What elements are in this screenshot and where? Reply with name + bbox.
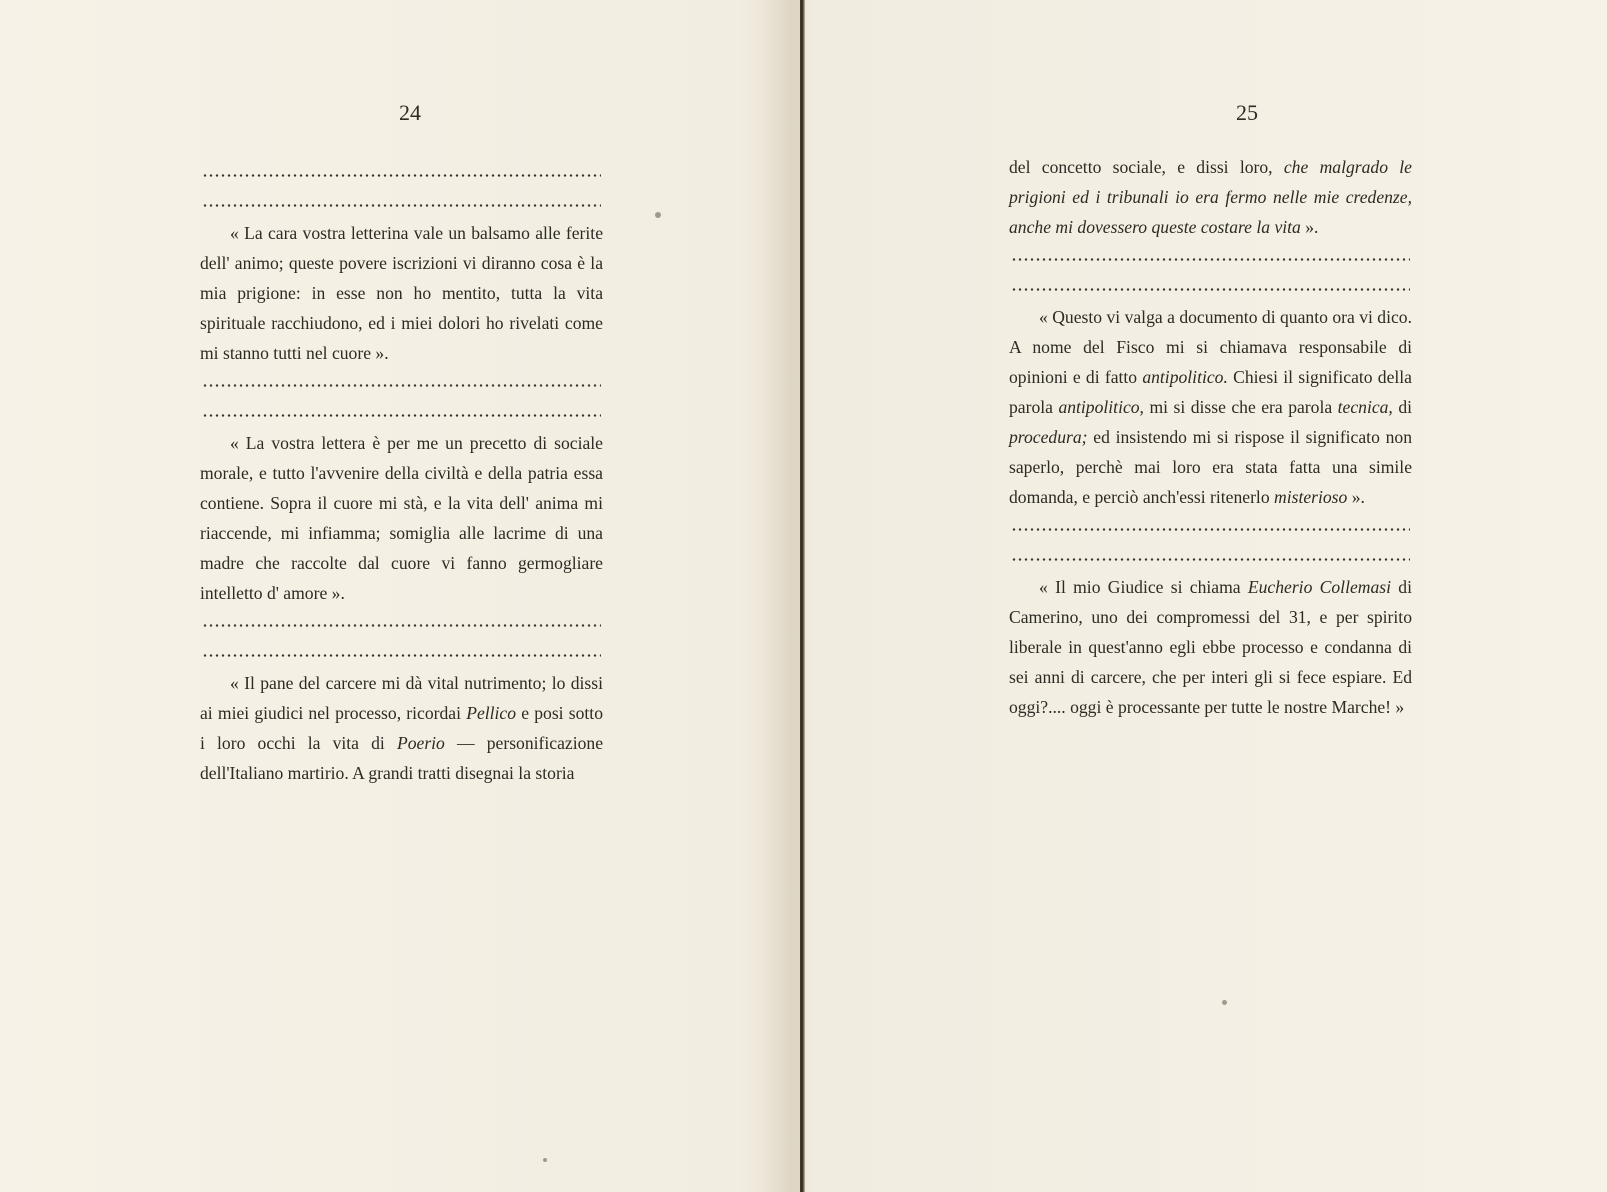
dotted-separator — [200, 188, 603, 218]
body-text: ». — [1347, 487, 1365, 507]
paper-speck — [655, 212, 661, 218]
italic-text: Poerio — [396, 733, 445, 753]
page-number: 24 — [399, 100, 421, 125]
text-column — [1009, 152, 1412, 722]
dotted-separator — [200, 158, 603, 188]
italic-text: procedura; — [1009, 427, 1088, 447]
left-page — [0, 0, 800, 1192]
dotted-separator — [200, 368, 603, 398]
body-text: del concetto sociale, e dissi loro, — [1009, 157, 1284, 177]
text-column — [200, 158, 603, 788]
dotted-separator — [200, 398, 603, 428]
body-text: ed insistendo mi si rispose il significato non saperlo, perchè mai loro era stata fatta una simile domanda, e perciò anch'essi ritenerlo — [1009, 427, 1412, 507]
text-paragraph — [200, 428, 603, 608]
italic-text: Pellico — [466, 703, 517, 723]
text-paragraph — [200, 668, 603, 788]
italic-text: Eucherio Collemasi — [1247, 577, 1392, 597]
dotted-separator — [200, 638, 603, 668]
body-text: ». — [1300, 217, 1319, 237]
body-text: « Questo vi valga a documento di quanto ora vi dico. A nome del Fisco mi si chiamava responsabile di opinioni e di fatto — [1009, 307, 1412, 387]
dotted-separator — [1009, 242, 1412, 272]
page-number: 25 — [1236, 100, 1258, 125]
dotted-separator — [1009, 512, 1412, 542]
text-paragraph — [200, 218, 603, 368]
paper-speck — [1222, 1000, 1227, 1005]
right-page — [800, 0, 1607, 1192]
text-paragraph — [1009, 302, 1412, 512]
dotted-separator — [1009, 542, 1412, 572]
italic-text: antipolitico. — [1142, 367, 1228, 387]
body-text: « La vostra lettera è per me un precetto di sociale morale, e tutto l'avvenire della civiltà e della patria essa contiene. Sopra il cuore mi stà, e la vita dell' anima mi riaccende, mi infiamma; somiglia alle lacrime di una madre che raccolte dal cuore vi fanno germogliare intelletto d' amore ». — [200, 433, 603, 603]
paper-speck — [543, 1158, 547, 1162]
body-text: « Il pane del carcere mi dà vital nutrimento; lo dissi ai miei giudici nel processo, ricordai — [200, 673, 603, 723]
italic-text: tecnica, — [1337, 397, 1393, 417]
body-text: « La cara vostra letterina vale un balsamo alle ferite dell' animo; queste povere iscrizioni vi diranno cosa è la mia prigione: in esse non ho mentito, tutta la vita spirituale racchiudono, ed i miei dolori ho rivelati come mi stanno tutti nel cuore ». — [200, 223, 603, 363]
body-text: mi si disse che era parola — [1143, 397, 1338, 417]
italic-text: misterioso — [1274, 487, 1348, 507]
body-text: — personificazione dell'Italiano martirio. A grandi tratti disegnai la storia — [200, 733, 604, 783]
text-paragraph — [1009, 572, 1412, 722]
italic-text: che malgrado le prigioni ed i tribunali io era fermo nelle mie credenze, anche mi dovessero queste costare la vita — [1009, 157, 1412, 237]
body-text: e posi sotto i loro occhi la vita di — [200, 703, 603, 753]
dotted-separator — [1009, 272, 1412, 302]
body-text: di — [1392, 397, 1413, 417]
dotted-separator — [200, 608, 603, 638]
body-text: Chiesi il significato della parola — [1009, 367, 1412, 417]
text-paragraph — [1009, 152, 1412, 242]
body-text: di Camerino, uno dei compromessi del 31, e per spirito liberale in quest'anno egli ebbe processo e condanna di sei anni di carcere, che per interi gli si fece espiare. Ed oggi?.... oggi è processante per tutte le nostre Marche! » — [1009, 577, 1412, 717]
italic-text: antipolitico, — [1058, 397, 1144, 417]
body-text: « Il mio Giudice si chiama — [1039, 577, 1248, 597]
